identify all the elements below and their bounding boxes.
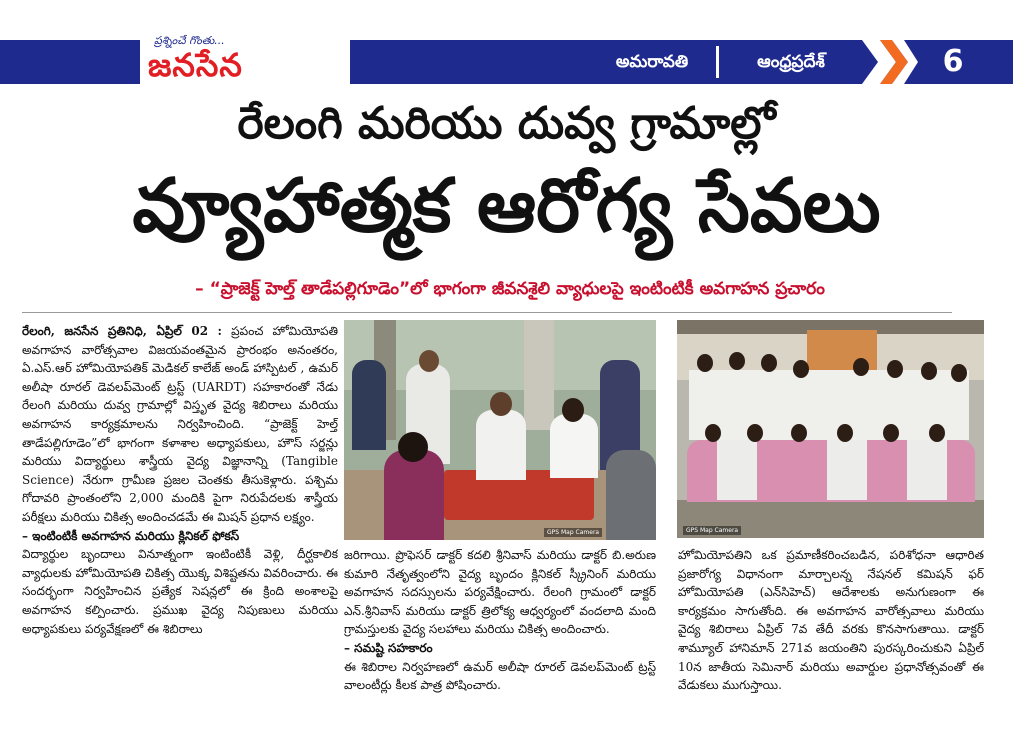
edition-city: అమరావతి xyxy=(592,46,712,78)
camp-consultation-photo xyxy=(344,320,656,540)
article-paragraph: విద్యార్థుల బృందాలు వినూత్నంగా ఇంటింటికీ వెళ్లి, దీర్ఘకాలిక వ్యాధులకు హోమియోపతి చికిత్స యొక్క విశిష్టతను వివరించారు. ఈ సందర్భంగా నిర్వహించిన ప్రత్యేక సెషన్లలో ఈ క్రింది అంశాలపై అవగాహన కల్పించారు. ప్రముఖ వైద్య నిపుణులు మరియు అధ్యాపకులు పర్యవేక్షణలో ఈ శిబిరాలు xyxy=(22,547,338,636)
article-paragraph: హోమియోపతిని ఒక ప్రమాణీకరించబడిన, పరిశోధనా ఆధారిత ప్రజారోగ్య విధానంగా మార్చాలన్న నేషనల్ కమిషన్ ఫర్ హోమియోపతి (ఎన్‌సిహెచ్) ఆదేశాలకు అనుగుణంగా ఈ కార్యక్రమం సాగుతోంది. ఈ అవగాహన వారోత్సవాలు మరియు వైద్య శిబిరాలు ఏప్రిల్ 7వ తేదీ వరకు కొనసాగుతాయి. డాక్టర్ శామ్యూల్ హానిమాన్ 271వ జయంతిని పురస్కరించుకుని ఏప్రిల్ 10న జాతీయ సెమినార్ మరియు అవార్డుల ప్రధానోత్సవంతో ఈ వేడుకలు ముగుస్తాయి. xyxy=(678,548,984,693)
article-paragraph xyxy=(22,322,338,527)
article-column-3 xyxy=(678,546,984,746)
edition-state: ఆంధ్రప్రదేశ్ xyxy=(722,46,860,78)
article-column-2 xyxy=(344,546,656,746)
edition-separator xyxy=(716,46,719,78)
paragraph-text: ప్రపంచ హోమియోపతి అవగాహన వారోత్సవాల విజయవంతమైన ప్రారంభం అనంతరం, ఏ.ఎస్.ఆర్ హోమియోపతిక్ మెడికల్ కాలేజ్ అండ్ హాస్పిటల్ , ఉమర్ అలీషా రూరల్ డెవలప్‌మెంట్ ట్రస్ట్ (UARDT) సహకారంతో నేడు రేలంగి మరియు దువ్వ గ్రామాల్లో విస్తృత వైద్య శిబిరాలు మరియు అవగాహన కార్యక్రమాలను నిర్వహించింది. “ప్రాజెక్ట్ హెల్త్ తాడేపల్లిగూడెం”లో భాగంగా కళాశాల అధ్యాపకులు, హౌస్ సర్జన్లు మరియు విద్యార్థులు శాస్త్రీయ వైద్య విజ్ఞానాన్ని (Tangible Science) నేరుగా గ్రామీణ ప్రజల చెంతకు తీసుకెళ్లారు. పశ్చిమ గోదావరి ప్రాంతంలోని 2,000 మందికి పైగా నిరుపేదలకు శాస్త్రీయ పరీక్షలు మరియు చికిత్స అందించడమే ఈ మిషన్ ప్రధాన లక్ష్యం. xyxy=(22,324,338,524)
newspaper-logo xyxy=(140,32,350,88)
photo-watermark: GPS Map Camera xyxy=(683,526,741,535)
headline-line-1: రేలంగి మరియు దువ్వ గ్రామాల్లో xyxy=(237,98,776,149)
chevron-icon xyxy=(862,40,918,84)
article-paragraph: జరిగాయి. ప్రొఫెసర్ డాక్టర్ కదలి శ్రీనివాస్ మరియు డాక్టర్ బి.అరుణ కుమారి నేతృత్వంలోని వైద్య బృందం క్లినికల్ స్క్రీనింగ్ మరియు అవగాహన సదస్సులను పర్యవేక్షించారు. రేలంగి గ్రామంలో డాక్టర్ ఎన్.శ్రీనివాస్ మరియు డాక్టర్ త్రిలోక్య ఆధ్వర్యంలో వందలాది మంది గ్రామస్తులకు వైద్య సలహాలు మరియు చికిత్స అందించారు. xyxy=(344,548,656,637)
page-number: 6 xyxy=(942,44,964,79)
sub-headline: – “ప్రాజెక్ట్ హెల్త్ తాడేపల్లిగూడెం”లో భాగంగా జీవనశైలి వ్యాధులపై ఇంటింటికీ అవగాహన ప్రచారం xyxy=(195,279,825,299)
dateline: రేలంగి, జనసేన ప్రతినిధి, ఏప్రిల్ 02 : xyxy=(22,324,222,338)
photo-watermark: GPS Map Camera xyxy=(544,528,602,537)
headline-line-2: వ్యూహాత్మక ఆరోగ్య సేవలు xyxy=(132,163,881,249)
group-photo xyxy=(677,320,984,538)
article-paragraph: ఈ శిబిరాల నిర్వహణలో ఉమర్ అలీషా రూరల్ డెవలప్‌మెంట్ ట్రస్ట్ వాలంటీర్లు కీలక పాత్ర పోషించారు. xyxy=(344,659,656,693)
section-heading: – సమష్టి సహకారం xyxy=(344,640,433,655)
logo-tagline: ప్రశ్నించే గొంతు... xyxy=(154,34,225,47)
article-column-1 xyxy=(22,322,338,746)
section-heading: – ఇంటింటికీ అవగాహన మరియు క్లినికల్ ఫోకస్ xyxy=(22,528,240,543)
divider xyxy=(22,312,952,313)
logo-name: జనసేన xyxy=(148,46,243,84)
